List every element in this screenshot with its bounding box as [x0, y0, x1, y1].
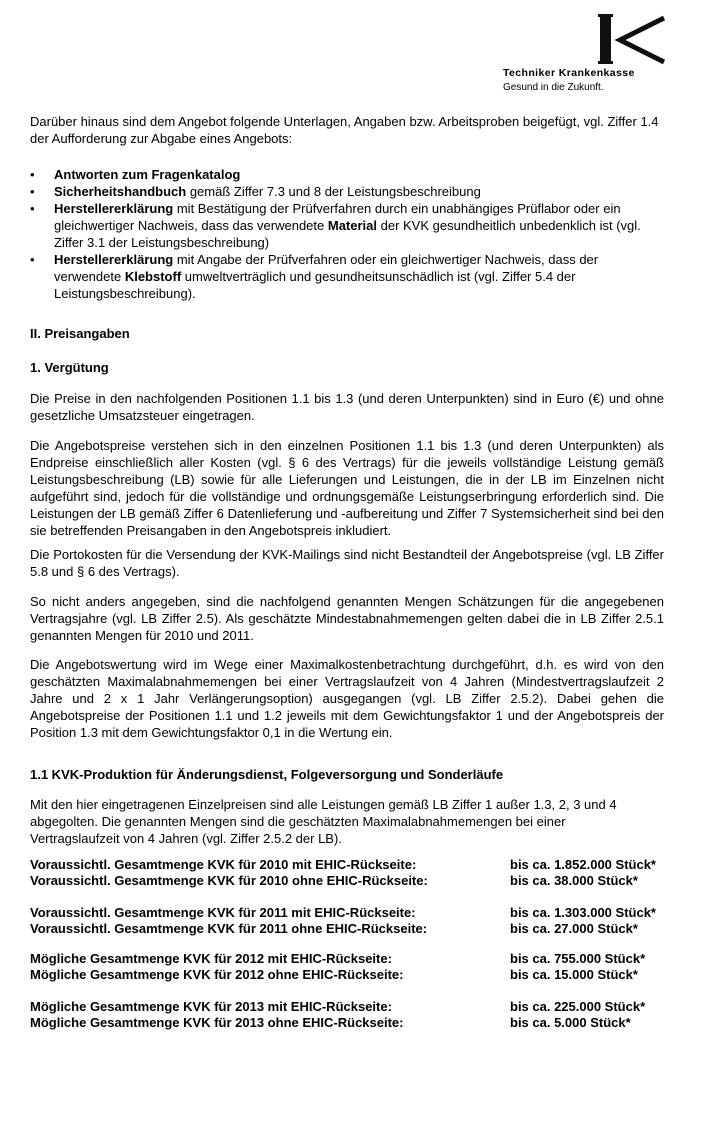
- quantity-label: Voraussichtl. Gesamtmenge KVK für 2011 mit EHIC-Rückseite:: [30, 905, 416, 920]
- position-title: 1.1 KVK-Produktion für Änderungsdienst, Folgeversorgung und Sonderläufe: [30, 767, 504, 782]
- quantity-value: bis ca. 1.852.000 Stück*: [510, 857, 656, 872]
- table-row: [30, 873, 670, 889]
- quantity-value: bis ca. 225.000 Stück*: [510, 999, 646, 1014]
- table-row: [30, 857, 670, 873]
- table-row: [30, 1015, 670, 1031]
- quantity-value: bis ca. 755.000 Stück*: [510, 951, 646, 966]
- logo-company-name: Techniker Krankenkasse: [503, 67, 635, 79]
- quantity-value: bis ca. 27.000 Stück*: [510, 921, 638, 936]
- quantity-label: Voraussichtl. Gesamtmenge KVK für 2011 ohne EHIC-Rückseite:: [30, 921, 428, 936]
- paragraph: Die Angebotswertung wird im Wege einer Maximalkostenbetrachtung durchgeführt, d.h. es wird von den geschätzten Maximalabnahmemengen bei einer Vertragslaufzeit von 4 Jahren (Mindestvertragslaufzeit 2 Jahre und 2 x 1 Jahr Verlängerungsoption) ausgegangen (vgl. LB Ziffer 2.5.2). Dabei gehen die Angebotspreise der Positionen 1.1 und 1.2 jeweils mit dem Gewichtungsfaktor 1 und der Angebotspreis der Position 1.3 mit dem Gewichtungsfaktor 0,1 in die Wertung ein.: [30, 657, 664, 740]
- list-item: [30, 200, 666, 251]
- list-item-text: mit Angabe der Prüfverfahren oder ein gleichwertiger Nachweis, dass der verwendete: [54, 252, 599, 284]
- bullet-icon: •: [30, 252, 35, 267]
- list-item-text: der KVK gesundheitlich unbedenklich ist (vgl. Ziffer 3.1 der Leistungsbeschreibung): [54, 218, 641, 250]
- paragraph: Die Portokosten für die Versendung der KVK-Mailings sind nicht Bestandteil der Angebotspreise (vgl. LB Ziffer 5.8 und § 6 des Vertrags).: [30, 547, 664, 579]
- list-item-bold: Sicherheitshandbuch: [54, 184, 187, 199]
- subsection-title: 1. Vergütung: [30, 360, 109, 375]
- quantity-table-2010: [30, 857, 670, 889]
- quantity-value: bis ca. 15.000 Stück*: [510, 967, 638, 982]
- table-row: [30, 921, 670, 937]
- quantity-label: Voraussichtl. Gesamtmenge KVK für 2010 ohne EHIC-Rückseite:: [30, 873, 428, 888]
- bullet-icon: •: [30, 167, 35, 182]
- quantity-value: bis ca. 1.303.000 Stück*: [510, 905, 656, 920]
- logo-slogan: Gesund in die Zukunft.: [503, 82, 604, 93]
- attachments-list: [30, 166, 666, 302]
- quantity-label: Voraussichtl. Gesamtmenge KVK für 2010 mit EHIC-Rückseite:: [30, 857, 417, 872]
- bullet-icon: •: [30, 184, 35, 199]
- paragraph: So nicht anders angegeben, sind die nachfolgend genannten Mengen Schätzungen für die angegebenen Vertragsjahre (vgl. LB Ziffer 2.5). Als geschätzte Mindestabnahmemengen gelten dabei die in LB Ziffer 2.5.1 genannten Mengen für 2010 und 2011.: [30, 594, 664, 643]
- section-title: II. Preisangaben: [30, 326, 130, 341]
- list-item-text: mit Bestätigung der Prüfverfahren durch ein unabhängiges Prüflabor oder ein gleichwertiger Nachweis, dass das verwendete: [54, 201, 621, 233]
- quantity-value: bis ca. 5.000 Stück*: [510, 1015, 631, 1030]
- list-item-bold: Material: [327, 218, 377, 233]
- paragraph: Die Preise in den nachfolgenden Positionen 1.1 bis 1.3 (und deren Unterpunkten) sind in Euro (€) und ohne gesetzliche Umsatzsteuer eingetragen.: [30, 391, 664, 423]
- bullet-icon: •: [30, 201, 35, 216]
- quantity-value: bis ca. 38.000 Stück*: [510, 873, 638, 888]
- list-item-bold: Klebstoff: [124, 269, 182, 284]
- tk-logo: [503, 10, 683, 100]
- quantity-label: Mögliche Gesamtmenge KVK für 2012 ohne EHIC-Rückseite:: [30, 967, 404, 982]
- list-item-bold: Antworten zum Fragenkatalog: [54, 167, 241, 182]
- list-item: [30, 251, 666, 302]
- table-row: [30, 905, 670, 921]
- quantity-label: Mögliche Gesamtmenge KVK für 2013 mit EHIC-Rückseite:: [30, 999, 392, 1014]
- list-item: [30, 166, 666, 183]
- quantity-table-2012: [30, 951, 670, 983]
- paragraph: Die Angebotspreise verstehen sich in den einzelnen Positionen 1.1 bis 1.3 (und deren Unterpunkten) als Endpreise einschließlich aller Kosten (vgl. § 6 des Vertrags) für die jeweils vollständige Leistung gemäß Leistungsbeschreibung (LB) sowie für alle Lieferungen und Leistungen, die in der LB im Einzelnen nicht aufgeführt sind, jedoch für die vollständige und ordnungsgemäße Leistungserbringung erforderlich sind. Die Leistungen der LB gemäß Ziffer 6 Datenlieferung und -aufbereitung und Ziffer 7 Systemsicherheit sind bei den sie betreffenden Preisangaben in den Angebotspreis inkludiert.: [30, 438, 664, 538]
- table-row: [30, 951, 670, 967]
- position-description: Mit den hier eingetragenen Einzelpreisen sind alle Leistungen gemäß LB Ziffer 1 außer 1.3, 2, 3 und 4 abgegolten. Die genannten Mengen sind die geschätzten Maximalabnahmemengen bei einer Vertragslaufzeit von 4 Jahren (vgl. Ziffer 2.5.2 der LB).: [30, 797, 617, 846]
- list-item-text: umweltverträglich und gesundheitsunschädlich ist (vgl. Ziffer 5.4 der Leistungsbeschreibung).: [54, 269, 576, 301]
- quantity-table-2013: [30, 999, 670, 1031]
- list-item-bold: Herstellererklärung: [54, 252, 174, 267]
- intro-paragraph: Darüber hinaus sind dem Angebot folgende Unterlagen, Angaben bzw. Arbeitsproben beigefügt, vgl. Ziffer 1.4 der Aufforderung zur Abgabe eines Angebots:: [30, 114, 659, 146]
- quantity-table-2011: [30, 905, 670, 937]
- list-item-bold: Herstellererklärung: [54, 201, 174, 216]
- quantity-label: Mögliche Gesamtmenge KVK für 2013 ohne EHIC-Rückseite:: [30, 1015, 404, 1030]
- table-row: [30, 967, 670, 983]
- table-row: [30, 999, 670, 1015]
- quantity-label: Mögliche Gesamtmenge KVK für 2012 mit EHIC-Rückseite:: [30, 951, 392, 966]
- list-item: [30, 183, 666, 200]
- tk-logo-mark-icon: [598, 10, 668, 70]
- list-item-text: gemäß Ziffer 7.3 und 8 der Leistungsbeschreibung: [186, 184, 481, 199]
